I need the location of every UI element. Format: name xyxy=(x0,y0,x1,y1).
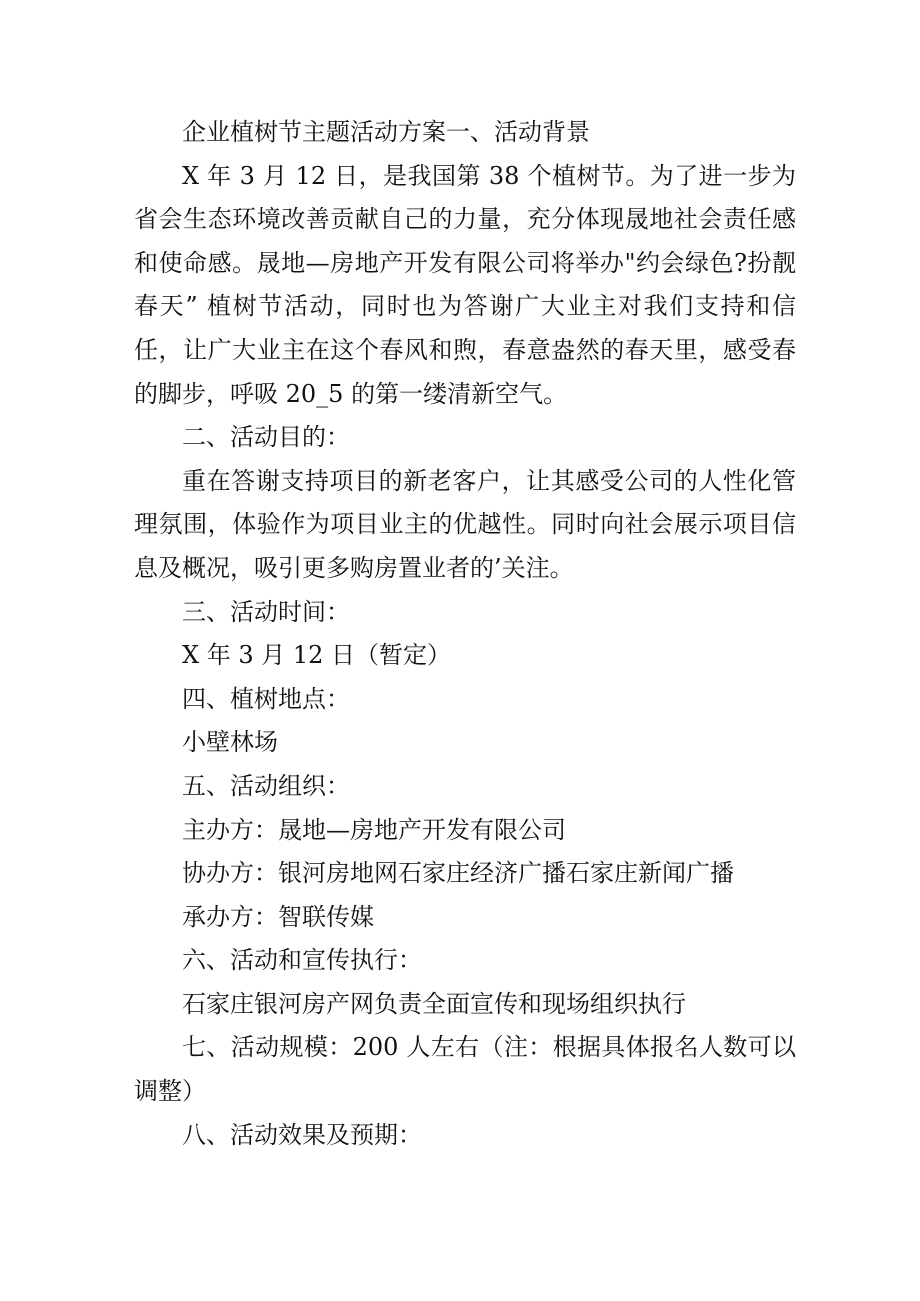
paragraph-location: 小壁林场 xyxy=(182,728,278,757)
document-title: 企业植树节主题活动方案一、活动背景 xyxy=(182,118,590,146)
heading-organization: 五、活动组织： xyxy=(182,771,350,800)
paragraph-scale: 七、活动规模：200 人左右（注：根据具体报名人数可以调整） xyxy=(134,1033,796,1106)
paragraph-background: X 年 3 月 12 日，是我国第 38 个植树节。为了进一步为省会生态环境改善贡献自己的力量，充分体现晟地社会责任感和使命感。晟地—房地产开发有限公司将举办"约会绿色?扮靓春天” 植树节活动，同时也为答谢广大业主对我们支持和信任，让广大业主在这个春风和煦，春意盎然的春天里，感受春的脚步，呼吸 20_5 的第一缕清新空气。 xyxy=(134,161,796,408)
organizer-host: 主办方：晟地—房地产开发有限公司 xyxy=(182,815,566,844)
paragraph-time: X 年 3 月 12 日（暂定） xyxy=(182,641,452,670)
heading-location: 四、植树地点： xyxy=(182,684,350,713)
heading-purpose: 二、活动目的： xyxy=(182,423,350,452)
paragraph-promotion: 石家庄银河房产网负责全面宣传和现场组织执行 xyxy=(182,989,686,1018)
heading-effect: 八、活动效果及预期： xyxy=(182,1120,422,1149)
organizer-contractor: 承办方：智联传媒 xyxy=(182,902,374,931)
paragraph-purpose: 重在答谢支持项目的新老客户，让其感受公司的人性化管理氛围，体验作为项目业主的优越性。同时向社会展示项目信息及概况，吸引更多购房置业者的’关注。 xyxy=(134,466,796,582)
heading-promotion: 六、活动和宣传执行： xyxy=(182,946,422,975)
organizer-co-host: 协办方：银河房地网石家庄经济广播石家庄新闻广播 xyxy=(182,859,734,888)
document-body xyxy=(134,111,796,1157)
heading-time: 三、活动时间： xyxy=(182,597,350,626)
